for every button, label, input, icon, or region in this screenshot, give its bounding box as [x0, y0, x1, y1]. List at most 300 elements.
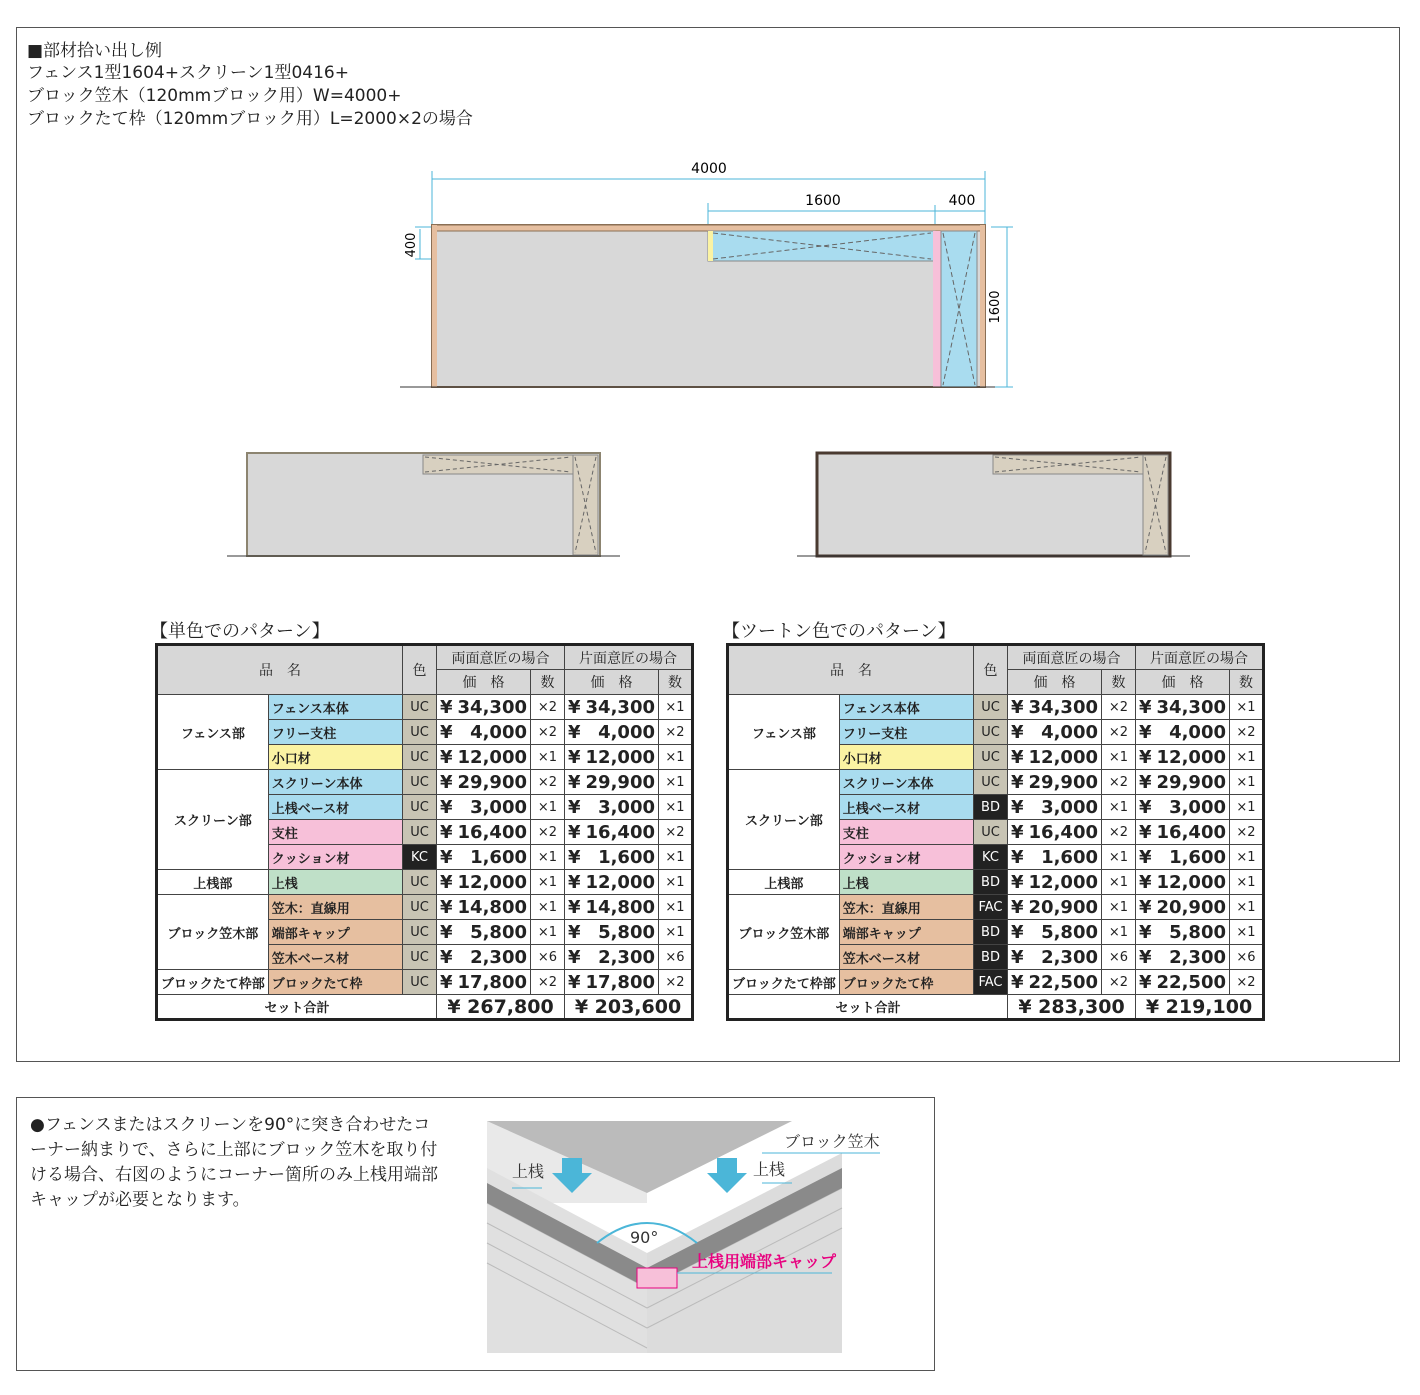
item-cell: フェンス本体 — [268, 695, 402, 720]
description-line: ブロック笠木（120mmブロック用）W=4000+ — [27, 86, 402, 106]
color-code: BD — [974, 795, 1008, 820]
price-cell — [565, 920, 659, 945]
qty-cell: ×2 — [531, 720, 565, 745]
color-code: UC — [403, 820, 437, 845]
price-cell — [565, 845, 659, 870]
qty-cell: ×1 — [531, 920, 565, 945]
qty-cell: ×1 — [531, 845, 565, 870]
price-cell — [437, 720, 531, 745]
price-value: 22,500 — [1028, 971, 1098, 993]
col-color-header: 色 — [974, 645, 1008, 695]
price-cell — [437, 895, 531, 920]
item-cell: フリー支柱 — [268, 720, 402, 745]
color-code: BD — [974, 945, 1008, 970]
section-title: ■部材拾い出し例 — [27, 41, 163, 61]
example-description — [27, 62, 473, 131]
qty-cell: ×2 — [1102, 720, 1136, 745]
two-tone-pattern-title: 【ツートン色でのパターン】 — [722, 621, 956, 642]
color-code: UC — [403, 895, 437, 920]
price-cell — [565, 720, 659, 745]
color-code: UC — [403, 870, 437, 895]
yen-mark: ¥ — [1139, 871, 1152, 893]
price-cell — [1008, 920, 1102, 945]
yen-mark: ¥ — [440, 871, 453, 893]
qty-cell: ×1 — [531, 870, 565, 895]
qty-cell: ×1 — [1102, 870, 1136, 895]
color-code: UC — [403, 970, 437, 995]
qty-cell: ×1 — [1230, 695, 1264, 720]
yen-mark: ¥ — [1139, 946, 1152, 968]
dim-side: 400 — [948, 193, 976, 209]
qty-cell: ×6 — [531, 945, 565, 970]
price-value: 12,000 — [1156, 746, 1226, 768]
color-code: UC — [403, 770, 437, 795]
label-uesan-right: 上桟 — [753, 1160, 786, 1179]
price-cell — [1136, 895, 1230, 920]
yen-mark: ¥ — [568, 796, 581, 818]
yen-mark: ¥ — [1139, 821, 1152, 843]
qty-cell: ×1 — [531, 745, 565, 770]
table-row — [728, 970, 1264, 995]
price-cell — [437, 870, 531, 895]
price-value: 2,300 — [1041, 946, 1098, 968]
price-cell — [565, 895, 659, 920]
yen-mark: ¥ — [1011, 896, 1024, 918]
price-cell — [1008, 895, 1102, 920]
label-uesan-left: 上桟 — [512, 1162, 545, 1181]
qty-cell: ×1 — [659, 745, 693, 770]
price-cell — [437, 745, 531, 770]
price-cell — [1136, 870, 1230, 895]
qty-cell: ×1 — [659, 695, 693, 720]
section-cell: ブロック笠木部 — [728, 895, 840, 970]
price-cell — [1136, 820, 1230, 845]
yen-mark: ¥ — [1011, 721, 1024, 743]
price-value: 2,300 — [1169, 946, 1226, 968]
item-cell: ブロックたて枠 — [839, 970, 973, 995]
price-cell — [1136, 970, 1230, 995]
qty-cell: ×2 — [1102, 970, 1136, 995]
price-cell — [437, 945, 531, 970]
qty-cell: ×2 — [659, 970, 693, 995]
price-value: 29,900 — [585, 771, 655, 793]
price-value: 4,000 — [1041, 721, 1098, 743]
color-code: UC — [403, 745, 437, 770]
total-one: ¥ 219,100 — [1136, 995, 1264, 1020]
total-one: ¥ 203,600 — [565, 995, 693, 1020]
price-value: 1,600 — [470, 846, 527, 868]
yen-mark: ¥ — [440, 971, 453, 993]
dim-screen: 1600 — [805, 193, 841, 209]
price-cell — [1008, 845, 1102, 870]
table-row — [157, 970, 693, 995]
two-tone-pattern-table — [726, 643, 1265, 1021]
col-price-header: 価 格 — [1136, 670, 1230, 695]
col-one-header: 片面意匠の場合 — [1136, 645, 1264, 670]
yen-mark: ¥ — [440, 746, 453, 768]
price-cell — [565, 945, 659, 970]
color-code: KC — [403, 845, 437, 870]
col-price-header: 価 格 — [565, 670, 659, 695]
price-value: 5,800 — [598, 921, 655, 943]
qty-cell: ×1 — [1102, 895, 1136, 920]
section-cell: フェンス部 — [728, 695, 840, 770]
price-value: 14,800 — [457, 896, 527, 918]
yen-mark: ¥ — [1139, 721, 1152, 743]
yen-mark: ¥ — [440, 821, 453, 843]
single-pattern-table — [155, 643, 694, 1021]
yen-mark: ¥ — [568, 771, 581, 793]
col-both-header: 両面意匠の場合 — [437, 645, 565, 670]
yen-mark: ¥ — [440, 696, 453, 718]
price-value: 29,900 — [1028, 771, 1098, 793]
section-cell: ブロック笠木部 — [157, 895, 269, 970]
price-cell — [1008, 695, 1102, 720]
price-value: 5,800 — [1169, 921, 1226, 943]
price-cell — [565, 970, 659, 995]
qty-cell: ×6 — [1230, 945, 1264, 970]
table-row — [728, 895, 1264, 920]
yen-mark: ¥ — [1011, 796, 1024, 818]
item-cell: 端部キャップ — [839, 920, 973, 945]
yen-mark: ¥ — [1011, 821, 1024, 843]
qty-cell: ×1 — [531, 795, 565, 820]
color-code: UC — [403, 920, 437, 945]
price-value: 12,000 — [1028, 871, 1098, 893]
item-cell: クッション材 — [839, 845, 973, 870]
qty-cell: ×2 — [1102, 770, 1136, 795]
price-value: 34,300 — [1028, 696, 1098, 718]
price-cell — [1136, 720, 1230, 745]
qty-cell: ×2 — [659, 820, 693, 845]
price-value: 29,900 — [457, 771, 527, 793]
price-value: 29,900 — [1156, 771, 1226, 793]
price-value: 12,000 — [1156, 871, 1226, 893]
price-value: 16,400 — [1028, 821, 1098, 843]
color-code: UC — [403, 795, 437, 820]
item-cell: 上桟 — [839, 870, 973, 895]
qty-cell: ×1 — [531, 895, 565, 920]
price-value: 12,000 — [457, 871, 527, 893]
corner-note: ●フェンスまたはスクリーンを90°に突き合わせたコーナー納まりで、さらに上部にブロック笠木を取り付ける場合、右図のようにコーナー箇所のみ上桟用端部キャップが必要となります。 — [30, 1115, 438, 1210]
price-cell — [1008, 745, 1102, 770]
label-angle: 90° — [630, 1228, 659, 1247]
qty-cell: ×1 — [659, 895, 693, 920]
label-cap: 上桟用端部キャップ — [692, 1252, 837, 1271]
label-kasagi: ブロック笠木 — [784, 1132, 880, 1151]
price-value: 22,500 — [1156, 971, 1226, 993]
yen-mark: ¥ — [1139, 971, 1152, 993]
price-value: 1,600 — [598, 846, 655, 868]
col-price-header: 価 格 — [1008, 670, 1102, 695]
yen-mark: ¥ — [440, 896, 453, 918]
price-value: 3,000 — [1169, 796, 1226, 818]
yen-mark: ¥ — [568, 896, 581, 918]
price-cell — [565, 870, 659, 895]
item-cell: ブロックたて枠 — [268, 970, 402, 995]
price-value: 4,000 — [1169, 721, 1226, 743]
dim-height-right: 1600 — [988, 290, 1003, 324]
qty-cell: ×1 — [1102, 795, 1136, 820]
elevation-drawing — [395, 155, 1035, 395]
item-cell: 支柱 — [839, 820, 973, 845]
item-cell: フェンス本体 — [839, 695, 973, 720]
yen-mark: ¥ — [568, 721, 581, 743]
qty-cell: ×1 — [1102, 920, 1136, 945]
yen-mark: ¥ — [1011, 746, 1024, 768]
qty-cell: ×1 — [659, 845, 693, 870]
price-cell — [437, 795, 531, 820]
price-cell — [1008, 970, 1102, 995]
price-cell — [437, 820, 531, 845]
item-cell: スクリーン本体 — [839, 770, 973, 795]
yen-mark: ¥ — [1011, 696, 1024, 718]
yen-mark: ¥ — [1139, 696, 1152, 718]
price-cell — [565, 820, 659, 845]
qty-cell: ×1 — [1230, 920, 1264, 945]
table-row — [157, 895, 693, 920]
total-both: ¥ 267,800 — [437, 995, 565, 1020]
qty-cell: ×1 — [1230, 770, 1264, 795]
color-code: UC — [974, 720, 1008, 745]
col-both-header: 両面意匠の場合 — [1008, 645, 1136, 670]
item-cell: 笠木ベース材 — [839, 945, 973, 970]
yen-mark: ¥ — [1139, 771, 1152, 793]
price-value: 2,300 — [598, 946, 655, 968]
total-both: ¥ 283,300 — [1008, 995, 1136, 1020]
qty-cell: ×1 — [1230, 895, 1264, 920]
price-value: 16,400 — [585, 821, 655, 843]
yen-mark: ¥ — [568, 971, 581, 993]
item-cell: 上桟ベース材 — [268, 795, 402, 820]
dim-overall: 4000 — [691, 161, 727, 177]
col-item-header: 品 名 — [157, 645, 403, 695]
qty-cell: ×1 — [1102, 845, 1136, 870]
qty-cell: ×2 — [531, 820, 565, 845]
price-value: 3,000 — [1041, 796, 1098, 818]
section-cell: フェンス部 — [157, 695, 269, 770]
table-row — [157, 770, 693, 795]
yen-mark: ¥ — [440, 796, 453, 818]
price-cell — [437, 970, 531, 995]
color-code: FAC — [974, 895, 1008, 920]
color-code: KC — [974, 845, 1008, 870]
qty-cell: ×1 — [659, 870, 693, 895]
price-value: 1,600 — [1041, 846, 1098, 868]
qty-cell: ×2 — [1102, 695, 1136, 720]
item-cell: 笠木：直線用 — [268, 895, 402, 920]
section-cell: 上桟部 — [157, 870, 269, 895]
price-value: 16,400 — [457, 821, 527, 843]
description-line: ブロックたて枠（120mmブロック用）L=2000×2の場合 — [27, 109, 473, 129]
yen-mark: ¥ — [1011, 971, 1024, 993]
qty-cell: ×6 — [1102, 945, 1136, 970]
yen-mark: ¥ — [1011, 921, 1024, 943]
yen-mark: ¥ — [440, 771, 453, 793]
qty-cell: ×1 — [659, 920, 693, 945]
price-cell — [565, 770, 659, 795]
price-cell — [437, 845, 531, 870]
table-row — [157, 695, 693, 720]
qty-cell: ×2 — [531, 970, 565, 995]
description-line: フェンス1型1604+スクリーン1型0416+ — [27, 63, 349, 83]
color-code: UC — [974, 820, 1008, 845]
price-value: 1,600 — [1169, 846, 1226, 868]
qty-cell: ×1 — [659, 770, 693, 795]
price-value: 12,000 — [457, 746, 527, 768]
yen-mark: ¥ — [568, 846, 581, 868]
qty-cell: ×2 — [1230, 970, 1264, 995]
price-value: 34,300 — [457, 696, 527, 718]
yen-mark: ¥ — [1011, 946, 1024, 968]
table-row — [157, 870, 693, 895]
price-value: 5,800 — [470, 921, 527, 943]
yen-mark: ¥ — [1139, 846, 1152, 868]
qty-cell: ×2 — [1102, 820, 1136, 845]
two-tone-drawing — [795, 450, 1195, 560]
col-price-header: 価 格 — [437, 670, 531, 695]
yen-mark: ¥ — [1139, 796, 1152, 818]
price-cell — [1136, 770, 1230, 795]
yen-mark: ¥ — [1139, 746, 1152, 768]
qty-cell: ×2 — [1230, 720, 1264, 745]
price-cell — [1008, 795, 1102, 820]
price-cell — [1136, 795, 1230, 820]
price-value: 16,400 — [1156, 821, 1226, 843]
item-cell: 笠木：直線用 — [839, 895, 973, 920]
qty-cell: ×2 — [531, 695, 565, 720]
table-row — [728, 870, 1264, 895]
color-code: BD — [974, 870, 1008, 895]
col-color-header: 色 — [403, 645, 437, 695]
price-value: 12,000 — [585, 746, 655, 768]
section-cell: スクリーン部 — [157, 770, 269, 870]
price-cell — [1008, 770, 1102, 795]
yen-mark: ¥ — [1139, 896, 1152, 918]
price-value: 17,800 — [457, 971, 527, 993]
yen-mark: ¥ — [568, 946, 581, 968]
item-cell: 笠木ベース材 — [268, 945, 402, 970]
price-cell — [1008, 870, 1102, 895]
yen-mark: ¥ — [440, 721, 453, 743]
yen-mark: ¥ — [1011, 871, 1024, 893]
price-value: 34,300 — [1156, 696, 1226, 718]
qty-cell: ×2 — [531, 770, 565, 795]
price-cell — [437, 695, 531, 720]
qty-cell: ×1 — [1230, 845, 1264, 870]
item-cell: フリー支柱 — [839, 720, 973, 745]
price-cell — [1136, 920, 1230, 945]
price-cell — [437, 770, 531, 795]
item-cell: クッション材 — [268, 845, 402, 870]
price-cell — [1136, 745, 1230, 770]
qty-cell: ×1 — [1102, 745, 1136, 770]
yen-mark: ¥ — [568, 921, 581, 943]
price-cell — [1136, 945, 1230, 970]
price-value: 3,000 — [598, 796, 655, 818]
corner-illustration — [472, 1113, 882, 1353]
color-code: UC — [974, 745, 1008, 770]
price-value: 17,800 — [585, 971, 655, 993]
price-value: 4,000 — [470, 721, 527, 743]
qty-cell: ×6 — [659, 945, 693, 970]
yen-mark: ¥ — [440, 846, 453, 868]
color-code: UC — [403, 720, 437, 745]
yen-mark: ¥ — [440, 946, 453, 968]
color-code: FAC — [974, 970, 1008, 995]
yen-mark: ¥ — [440, 921, 453, 943]
price-cell — [1008, 820, 1102, 845]
col-qty-header: 数 — [1102, 670, 1136, 695]
section-cell: ブロックたて枠部 — [728, 970, 840, 995]
single-pattern-title: 【単色でのパターン】 — [150, 621, 330, 642]
section-cell: 上桟部 — [728, 870, 840, 895]
total-label: セット合計 — [728, 995, 1008, 1020]
col-item-header: 品 名 — [728, 645, 974, 695]
color-code: UC — [974, 695, 1008, 720]
item-cell: 上桟ベース材 — [839, 795, 973, 820]
table-row — [728, 695, 1264, 720]
dim-height-left: 400 — [404, 232, 419, 258]
single-color-drawing — [225, 450, 625, 560]
item-cell: 端部キャップ — [268, 920, 402, 945]
yen-mark: ¥ — [568, 871, 581, 893]
price-value: 12,000 — [585, 871, 655, 893]
item-cell: 上桟 — [268, 870, 402, 895]
section-cell: スクリーン部 — [728, 770, 840, 870]
yen-mark: ¥ — [1011, 846, 1024, 868]
yen-mark: ¥ — [568, 696, 581, 718]
yen-mark: ¥ — [1139, 921, 1152, 943]
item-cell: 支柱 — [268, 820, 402, 845]
section-cell: ブロックたて枠部 — [157, 970, 269, 995]
qty-cell: ×1 — [1230, 795, 1264, 820]
qty-cell: ×1 — [659, 795, 693, 820]
price-value: 2,300 — [470, 946, 527, 968]
qty-cell: ×1 — [1230, 870, 1264, 895]
price-cell — [1008, 720, 1102, 745]
color-code: UC — [403, 695, 437, 720]
color-code: BD — [974, 920, 1008, 945]
price-value: 5,800 — [1041, 921, 1098, 943]
col-qty-header: 数 — [659, 670, 693, 695]
total-label: セット合計 — [157, 995, 437, 1020]
price-cell — [1136, 845, 1230, 870]
price-value: 34,300 — [585, 696, 655, 718]
price-value: 14,800 — [585, 896, 655, 918]
item-cell: 小口材 — [268, 745, 402, 770]
col-one-header: 片面意匠の場合 — [565, 645, 693, 670]
price-value: 3,000 — [470, 796, 527, 818]
qty-cell: ×2 — [659, 720, 693, 745]
price-cell — [565, 795, 659, 820]
price-cell — [565, 695, 659, 720]
yen-mark: ¥ — [1011, 771, 1024, 793]
price-cell — [565, 745, 659, 770]
price-value: 4,000 — [598, 721, 655, 743]
price-value: 12,000 — [1028, 746, 1098, 768]
price-value: 20,900 — [1156, 896, 1226, 918]
yen-mark: ¥ — [568, 746, 581, 768]
table-row — [728, 770, 1264, 795]
price-cell — [1008, 945, 1102, 970]
price-cell — [1136, 695, 1230, 720]
col-qty-header: 数 — [531, 670, 565, 695]
price-value: 20,900 — [1028, 896, 1098, 918]
yen-mark: ¥ — [568, 821, 581, 843]
col-qty-header: 数 — [1230, 670, 1264, 695]
item-cell: 小口材 — [839, 745, 973, 770]
